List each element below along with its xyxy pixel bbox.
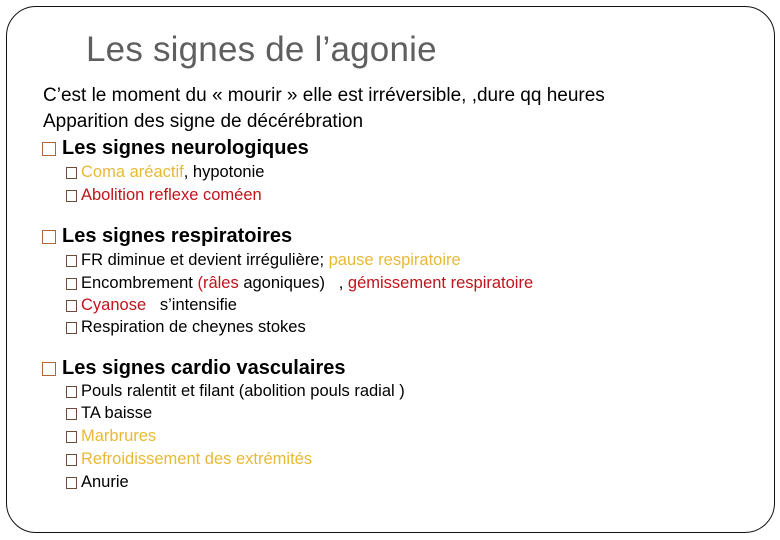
section-heading-text: Les signes cardio vasculaires	[62, 357, 346, 379]
item-text-highlight: Refroidissement des extrémités	[81, 450, 313, 468]
item-text: Respiration de cheynes stokes	[81, 318, 306, 336]
section-heading-neurologiques	[42, 137, 309, 160]
item-text-highlight: Abolition reflexe coméen	[81, 186, 262, 204]
item-text: , hypotonie	[183, 163, 265, 181]
square-bullet-icon	[66, 431, 77, 443]
list-item	[66, 274, 533, 293]
slide-title: Les signes de l’agonie	[86, 30, 437, 69]
square-bullet-icon	[66, 300, 77, 312]
section-heading-text: Les signes neurologiques	[62, 137, 309, 159]
square-bullet-icon	[66, 190, 77, 202]
intro-line-2: Apparition des signe de décérébration	[43, 111, 364, 132]
list-item	[66, 427, 156, 446]
square-bullet-icon	[42, 230, 56, 244]
intro-line-1: C’est le moment du « mourir » elle est irréversible, ,dure qq heures	[43, 85, 605, 106]
item-text: FR diminue et devient irrégulière;	[81, 251, 329, 269]
item-text: s’intensifie	[146, 296, 237, 314]
item-text-highlight: Cyanose	[81, 296, 147, 314]
item-text: Pouls ralentit et filant (abolition pouls radial )	[81, 382, 405, 400]
square-bullet-icon	[66, 278, 77, 290]
item-text-highlight: (râles	[197, 274, 239, 292]
item-text-highlight: Coma aréactif	[81, 163, 184, 181]
list-item	[66, 318, 306, 337]
item-text: TA baisse	[81, 404, 153, 422]
square-bullet-icon	[66, 386, 77, 398]
section-heading-respiratoires	[42, 225, 292, 248]
list-item	[66, 450, 312, 469]
item-text-highlight: pause respiratoire	[328, 251, 461, 269]
item-text: Encombrement	[81, 274, 198, 292]
list-item	[66, 404, 152, 423]
square-bullet-icon	[66, 167, 77, 179]
section-heading-cardio-vasculaires	[42, 357, 346, 380]
section-heading-text: Les signes respiratoires	[62, 225, 293, 247]
item-text-highlight: Marbrures	[81, 427, 157, 445]
square-bullet-icon	[42, 142, 56, 156]
square-bullet-icon	[66, 454, 77, 466]
square-bullet-icon	[66, 408, 77, 420]
item-text: Anurie	[81, 473, 129, 491]
list-item	[66, 473, 129, 492]
square-bullet-icon	[66, 255, 77, 267]
list-item	[66, 382, 405, 401]
list-item	[66, 163, 264, 182]
item-text: agoniques) ,	[238, 274, 348, 292]
square-bullet-icon	[66, 477, 77, 489]
square-bullet-icon	[42, 362, 56, 376]
list-item	[66, 296, 237, 315]
list-item	[66, 251, 461, 270]
list-item	[66, 186, 262, 205]
square-bullet-icon	[66, 322, 77, 334]
item-text-highlight: gémissement respiratoire	[347, 274, 534, 292]
